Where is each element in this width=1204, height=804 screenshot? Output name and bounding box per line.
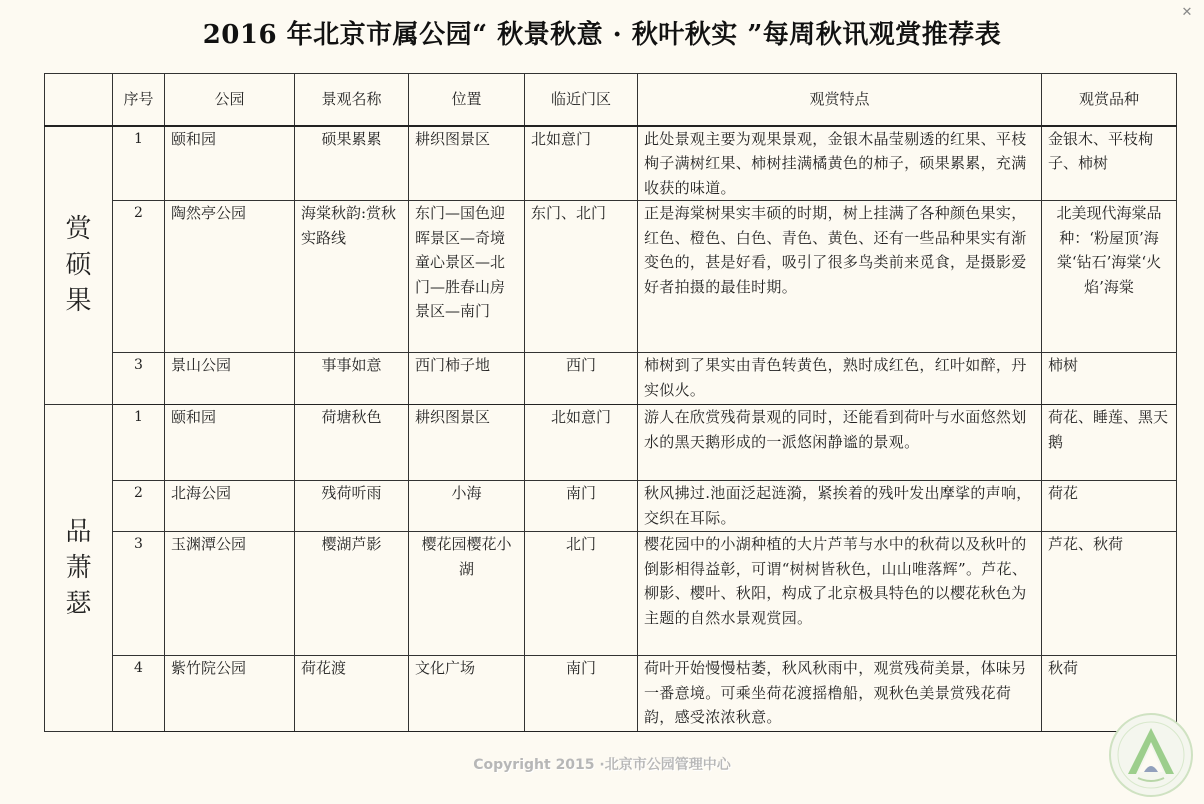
seq-cell: 1 xyxy=(113,126,165,201)
scene-cell: 荷花渡 xyxy=(295,656,409,732)
seq-cell: 4 xyxy=(113,656,165,732)
features-cell: 荷叶开始慢慢枯萎，秋风秋雨中，观赏残荷美景，体味另一番意境。可乘坐荷花渡摇橹船，观秋色美景赏残花荷韵，感受浓浓秋意。 xyxy=(638,656,1042,732)
features-cell: 秋风拂过.池面泛起涟漪，紧挨着的残叶发出摩挲的声响，交织在耳际。 xyxy=(638,481,1042,532)
features-cell: 游人在欣赏残荷景观的同时，还能看到荷叶与水面悠然划水的黑天鹅形成的一派悠闲静谧的景观。 xyxy=(638,405,1042,481)
seq-cell: 2 xyxy=(113,481,165,532)
varieties-cell: 柿树 xyxy=(1042,353,1177,405)
gate-cell: 北如意门 xyxy=(525,126,638,201)
location-cell: 西门柿子地 xyxy=(409,353,525,405)
seq-cell: 3 xyxy=(113,353,165,405)
category-char: 果 xyxy=(65,286,92,317)
park-logo-icon xyxy=(1108,712,1194,798)
varieties-cell: 金银木、平枝栒子、柿树 xyxy=(1042,126,1177,201)
features-cell: 柿树到了果实由青色转黄色，熟时成红色，红叶如醉，丹实似火。 xyxy=(638,353,1042,405)
category-cell xyxy=(45,126,113,405)
header-location: 位置 xyxy=(409,74,525,126)
scene-cell: 硕果累累 xyxy=(295,126,409,201)
location-cell: 小海 xyxy=(409,481,525,532)
category-char: 萧 xyxy=(65,553,92,583)
gate-cell: 南门 xyxy=(525,656,638,732)
varieties-cell: 北美现代海棠品种：‘粉屋顶’海棠‘钻石’海棠‘火焰’海棠 xyxy=(1042,201,1177,353)
page-title: 2016 年北京市属公园“ 秋景秋意 · 秋叶秋实 ”每周秋讯观赏推荐表 xyxy=(202,20,1002,50)
scene-cell: 樱湖芦影 xyxy=(295,532,409,656)
gate-cell: 北如意门 xyxy=(525,405,638,481)
park-cell: 紫竹院公园 xyxy=(165,656,295,732)
gate-cell: 西门 xyxy=(525,353,638,405)
park-cell: 陶然亭公园 xyxy=(165,201,295,353)
table-row xyxy=(45,353,1177,405)
table-header-row xyxy=(45,74,1177,126)
gate-cell: 北门 xyxy=(525,532,638,656)
category-cell xyxy=(45,405,113,732)
header-park: 公园 xyxy=(165,74,295,126)
table-row xyxy=(45,656,1177,732)
location-cell: 东门—国色迎晖景区—奇境童心景区—北门—胜春山房景区—南门 xyxy=(409,201,525,353)
scene-cell: 残荷听雨 xyxy=(295,481,409,532)
category-char: 瑟 xyxy=(65,589,92,619)
table-row xyxy=(45,126,1177,201)
park-cell: 景山公园 xyxy=(165,353,295,405)
seq-cell: 3 xyxy=(113,532,165,656)
category-char: 赏 xyxy=(65,214,92,245)
gate-cell: 南门 xyxy=(525,481,638,532)
park-cell: 颐和园 xyxy=(165,126,295,201)
scene-cell: 荷塘秋色 xyxy=(295,405,409,481)
recommendation-table xyxy=(44,73,1177,732)
category-char: 品 xyxy=(65,517,92,547)
features-cell: 正是海棠树果实丰硕的时期，树上挂满了各种颜色果实，红色、橙色、白色、青色、黄色、还有一些品种果实有渐变色的，甚是好看，吸引了很多鸟类前来觅食，是摄影爱好者拍摄的最佳时期。 xyxy=(638,201,1042,353)
close-icon[interactable]: ✕ xyxy=(1181,5,1193,20)
location-cell: 耕织图景区 xyxy=(409,126,525,201)
features-cell: 樱花园中的小湖种植的大片芦苇与水中的秋荷以及秋叶的倒影相得益彰，可谓“树树皆秋色，山山唯落辉”。芦花、柳影、樱叶、秋阳，构成了北京极具特色的以樱花秋色为主题的自然水景观赏园。 xyxy=(638,532,1042,656)
table-row xyxy=(45,201,1177,353)
table-row xyxy=(45,532,1177,656)
location-cell: 耕织图景区 xyxy=(409,405,525,481)
park-cell: 北海公园 xyxy=(165,481,295,532)
header-category xyxy=(45,74,113,126)
location-cell: 文化广场 xyxy=(409,656,525,732)
header-varieties: 观赏品种 xyxy=(1042,74,1177,126)
header-gate: 临近门区 xyxy=(525,74,638,126)
park-cell: 颐和园 xyxy=(165,405,295,481)
scene-cell: 事事如意 xyxy=(295,353,409,405)
varieties-cell: 秋荷 xyxy=(1042,656,1177,732)
header-features: 观赏特点 xyxy=(638,74,1042,126)
table-row xyxy=(45,481,1177,532)
features-cell: 此处景观主要为观果景观，金银木晶莹剔透的红果、平枝栒子满树红果、柿树挂满橘黄色的柿子，硕果累累，充满收获的味道。 xyxy=(638,126,1042,201)
varieties-cell: 荷花 xyxy=(1042,481,1177,532)
copyright-footer: Copyright 2015 ·北京市公园管理中心 xyxy=(473,757,731,773)
header-seq: 序号 xyxy=(113,74,165,126)
table-row xyxy=(45,405,1177,481)
seq-cell: 1 xyxy=(113,405,165,481)
header-scene: 景观名称 xyxy=(295,74,409,126)
park-cell: 玉渊潭公园 xyxy=(165,532,295,656)
category-char: 硕 xyxy=(65,250,92,281)
scene-cell: 海棠秋韵:赏秋实路线 xyxy=(295,201,409,353)
location-cell: 樱花园樱花小湖 xyxy=(409,532,525,656)
varieties-cell: 荷花、睡莲、黑天鹅 xyxy=(1042,405,1177,481)
varieties-cell: 芦花、秋荷 xyxy=(1042,532,1177,656)
seq-cell: 2 xyxy=(113,201,165,353)
gate-cell: 东门、北门 xyxy=(525,201,638,353)
